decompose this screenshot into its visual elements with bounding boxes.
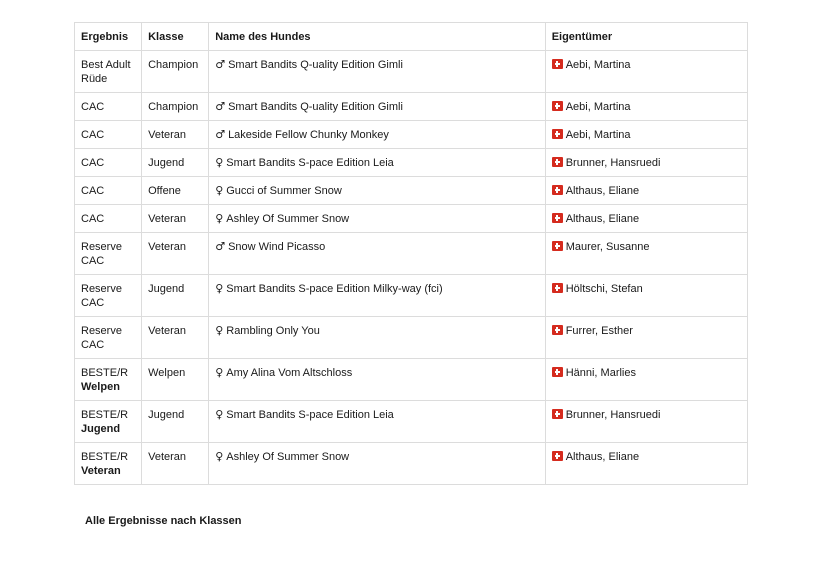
- female-symbol-icon: ♀: [215, 212, 224, 225]
- cell-klasse: Champion: [142, 93, 209, 121]
- dog-name: Rambling Only You: [226, 325, 320, 337]
- result-label: CAC: [81, 213, 105, 225]
- result-label: CAC: [81, 157, 105, 169]
- table-row: [75, 121, 748, 149]
- cell-klasse: Jugend: [142, 149, 209, 177]
- swiss-flag-icon: [552, 367, 563, 377]
- cell-owner: [545, 275, 747, 317]
- cell-ergebnis: [75, 121, 142, 149]
- cell-klasse: Veteran: [142, 205, 209, 233]
- cell-owner: [545, 51, 747, 93]
- table-row: [75, 93, 748, 121]
- cell-ergebnis: [75, 177, 142, 205]
- female-symbol-icon: ♀: [215, 156, 224, 169]
- table-header-row: [75, 23, 748, 51]
- table-row: [75, 177, 748, 205]
- swiss-flag-icon: [552, 157, 563, 167]
- owner-name: Althaus, Eliane: [565, 451, 640, 463]
- male-symbol-icon: ♂: [215, 240, 226, 253]
- cell-ergebnis: [75, 51, 142, 93]
- result-label-line2: Welpen: [81, 381, 120, 393]
- swiss-flag-icon: [552, 283, 563, 293]
- swiss-flag-icon: [552, 101, 563, 111]
- cell-dog-name: [209, 401, 546, 443]
- result-label: CAC: [81, 185, 105, 197]
- swiss-flag-icon: [552, 451, 563, 461]
- header-ergebnis: Ergebnis: [75, 23, 142, 51]
- cell-ergebnis: [75, 359, 142, 401]
- cell-ergebnis: [75, 275, 142, 317]
- cell-owner: [545, 359, 747, 401]
- dog-name: Gucci of Summer Snow: [226, 185, 342, 197]
- cell-owner: [545, 443, 747, 485]
- swiss-flag-icon: [552, 185, 563, 195]
- cell-klasse: Veteran: [142, 443, 209, 485]
- cell-dog-name: [209, 149, 546, 177]
- result-label-line2: CAC: [81, 339, 105, 351]
- result-label: BESTE/R: [81, 367, 129, 379]
- cell-dog-name: [209, 177, 546, 205]
- cell-ergebnis: [75, 205, 142, 233]
- section-title: Alle Ergebnisse nach Klassen: [85, 515, 242, 527]
- cell-ergebnis: [75, 401, 142, 443]
- owner-name: Furrer, Esther: [565, 325, 633, 337]
- cell-owner: [545, 205, 747, 233]
- dog-name: Snow Wind Picasso: [228, 241, 326, 253]
- cell-dog-name: [209, 359, 546, 401]
- result-label: CAC: [81, 129, 105, 141]
- table-row: [75, 401, 748, 443]
- swiss-flag-icon: [552, 325, 563, 335]
- cell-dog-name: [209, 275, 546, 317]
- female-symbol-icon: ♀: [215, 366, 224, 379]
- table-row: [75, 233, 748, 275]
- cell-dog-name: [209, 205, 546, 233]
- cell-owner: [545, 317, 747, 359]
- table-row: [75, 149, 748, 177]
- cell-klasse: Veteran: [142, 317, 209, 359]
- dog-name: Lakeside Fellow Chunky Monkey: [228, 129, 389, 141]
- dog-name: Ashley Of Summer Snow: [226, 213, 350, 225]
- table-row: [75, 51, 748, 93]
- swiss-flag-icon: [552, 129, 563, 139]
- table-row: [75, 205, 748, 233]
- male-symbol-icon: ♂: [215, 128, 226, 141]
- owner-name: Hänni, Marlies: [565, 367, 636, 379]
- cell-ergebnis: [75, 93, 142, 121]
- result-label: Reserve: [81, 241, 122, 253]
- result-label-line2: Veteran: [81, 465, 121, 477]
- female-symbol-icon: ♀: [215, 450, 224, 463]
- swiss-flag-icon: [552, 59, 563, 69]
- cell-ergebnis: [75, 443, 142, 485]
- owner-name: Althaus, Eliane: [565, 213, 640, 225]
- cell-klasse: Offene: [142, 177, 209, 205]
- cell-owner: [545, 93, 747, 121]
- male-symbol-icon: ♂: [215, 100, 226, 113]
- cell-klasse: Welpen: [142, 359, 209, 401]
- dog-name: Amy Alina Vom Altschloss: [226, 367, 353, 379]
- cell-ergebnis: [75, 317, 142, 359]
- result-label: Best Adult: [81, 59, 131, 71]
- cell-owner: [545, 121, 747, 149]
- header-klasse: Klasse: [142, 23, 209, 51]
- header-dog-name: Name des Hundes: [209, 23, 546, 51]
- dog-name: Smart Bandits S-pace Edition Milky-way (fci): [226, 283, 443, 295]
- owner-name: Aebi, Martina: [565, 129, 631, 141]
- result-label-line2: CAC: [81, 255, 105, 267]
- dog-name: Smart Bandits S-pace Edition Leia: [226, 409, 394, 421]
- result-label: BESTE/R: [81, 409, 129, 421]
- cell-dog-name: [209, 121, 546, 149]
- female-symbol-icon: ♀: [215, 408, 224, 421]
- cell-owner: [545, 177, 747, 205]
- result-label-line2: CAC: [81, 297, 105, 309]
- swiss-flag-icon: [552, 409, 563, 419]
- owner-name: Althaus, Eliane: [565, 185, 640, 197]
- table-row: [75, 275, 748, 317]
- owner-name: Höltschi, Stefan: [565, 283, 643, 295]
- owner-name: Brunner, Hansruedi: [565, 157, 661, 169]
- female-symbol-icon: ♀: [215, 282, 224, 295]
- female-symbol-icon: ♀: [215, 324, 224, 337]
- table-row: [75, 317, 748, 359]
- male-symbol-icon: ♂: [215, 58, 226, 71]
- female-symbol-icon: ♀: [215, 184, 224, 197]
- cell-ergebnis: [75, 149, 142, 177]
- dog-name: Smart Bandits S-pace Edition Leia: [226, 157, 394, 169]
- cell-dog-name: [209, 93, 546, 121]
- cell-dog-name: [209, 443, 546, 485]
- cell-klasse: Veteran: [142, 121, 209, 149]
- result-label: Reserve: [81, 283, 122, 295]
- cell-dog-name: [209, 51, 546, 93]
- result-label: CAC: [81, 101, 105, 113]
- cell-dog-name: [209, 233, 546, 275]
- cell-dog-name: [209, 317, 546, 359]
- result-label: Reserve: [81, 325, 122, 337]
- table-row: [75, 443, 748, 485]
- cell-klasse: Jugend: [142, 401, 209, 443]
- cell-owner: [545, 401, 747, 443]
- owner-name: Aebi, Martina: [565, 59, 631, 71]
- dog-name: Ashley Of Summer Snow: [226, 451, 350, 463]
- result-label: BESTE/R: [81, 451, 129, 463]
- header-owner: Eigentümer: [545, 23, 747, 51]
- result-label-line2: Rüde: [81, 73, 108, 85]
- cell-klasse: Champion: [142, 51, 209, 93]
- cell-owner: [545, 233, 747, 275]
- table-row: [75, 359, 748, 401]
- table-body: [75, 51, 748, 485]
- swiss-flag-icon: [552, 213, 563, 223]
- results-table: [74, 22, 748, 485]
- cell-klasse: Veteran: [142, 233, 209, 275]
- cell-klasse: Jugend: [142, 275, 209, 317]
- owner-name: Brunner, Hansruedi: [565, 409, 661, 421]
- cell-ergebnis: [75, 233, 142, 275]
- owner-name: Aebi, Martina: [565, 101, 631, 113]
- cell-owner: [545, 149, 747, 177]
- owner-name: Maurer, Susanne: [565, 241, 650, 253]
- result-label-line2: Jugend: [81, 423, 121, 435]
- dog-name: Smart Bandits Q-uality Edition Gimli: [228, 59, 403, 71]
- swiss-flag-icon: [552, 241, 563, 251]
- dog-name: Smart Bandits Q-uality Edition Gimli: [228, 101, 403, 113]
